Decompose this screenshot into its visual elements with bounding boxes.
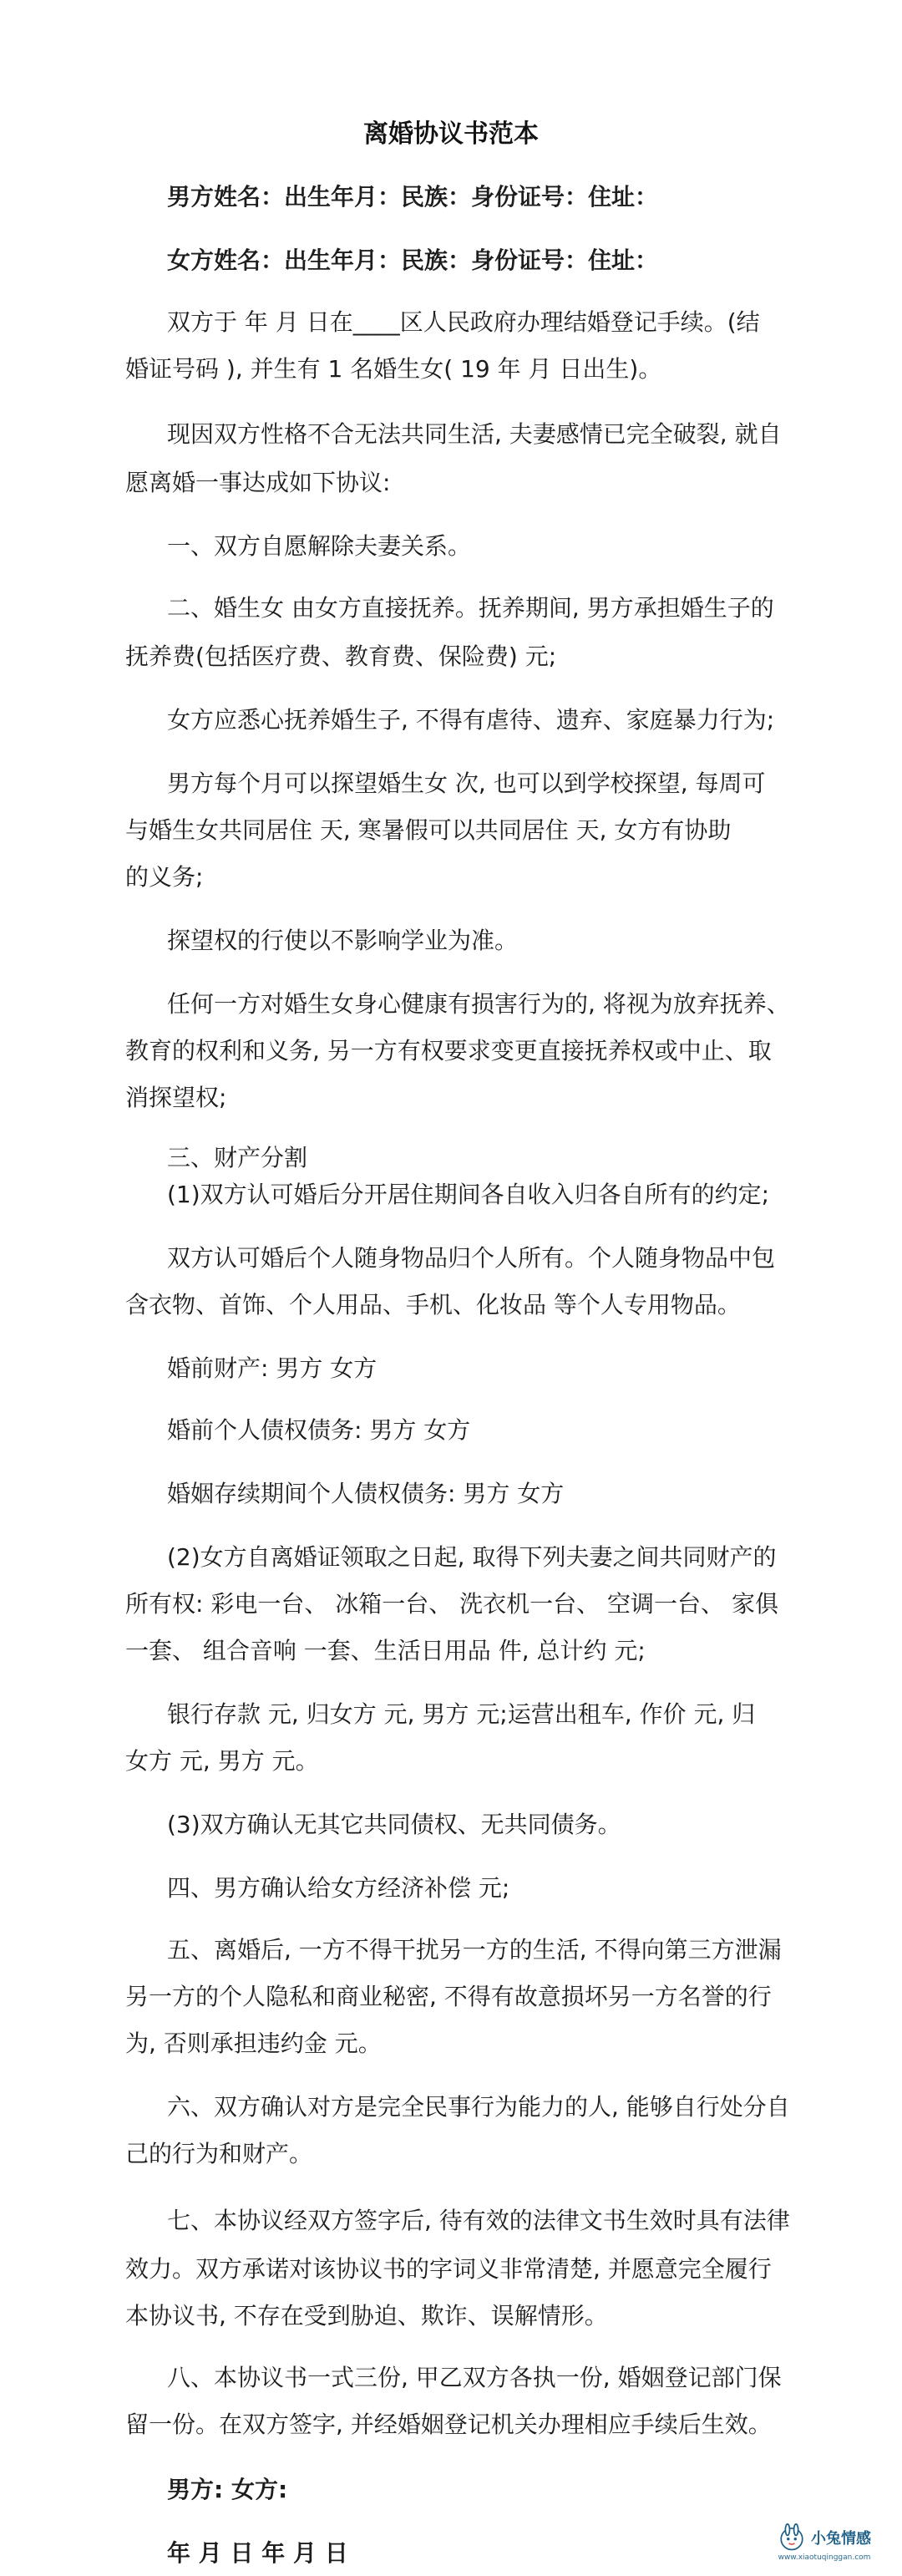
document-line: 七、本协议经双方签字后, 待有效的法律文书生效时具有法律 bbox=[167, 2207, 790, 2234]
document-line: 愿离婚一事达成如下协议: bbox=[125, 469, 391, 496]
document-line: 二、婚生女 由女方直接抚养。抚养期间, 男方承担婚生子的 bbox=[167, 594, 774, 622]
document-line: 双方于 年 月 日在____区人民政府办理结婚登记手续。(结 bbox=[167, 308, 760, 336]
document-line: (2)女方自离婚证领取之日起, 取得下列夫妻之间共同财产的 bbox=[167, 1543, 777, 1571]
document-line: 八、本协议书一式三份, 甲乙双方各执一份, 婚姻登记部门保 bbox=[167, 2364, 782, 2391]
rabbit-logo-icon bbox=[778, 2523, 806, 2552]
document-line: 婚姻存续期间个人债权债务: 男方 女方 bbox=[167, 1480, 565, 1507]
document-line: 抚养费(包括医疗费、教育费、保险费) 元; bbox=[125, 643, 557, 670]
document-line: 男方姓名：出生年月：民族：身份证号：住址： bbox=[167, 183, 659, 211]
document-line: 一、双方自愿解除夫妻关系。 bbox=[167, 532, 472, 560]
document-line: (3)双方确认无其它共同债权、无共同债务。 bbox=[167, 1811, 621, 1838]
document-line: 女方姓名：出生年月：民族：身份证号：住址： bbox=[167, 246, 659, 274]
document-line: 留一份。在双方签字, 并经婚姻登记机关办理相应手续后生效。 bbox=[125, 2411, 772, 2438]
document-line: 的义务; bbox=[125, 863, 204, 891]
document-line: 婚证号码 ), 并生有 1 名婚生女( 19 年 月 日出生)。 bbox=[125, 355, 662, 383]
document-line: 己的行为和财产。 bbox=[125, 2140, 313, 2167]
document-line: 与婚生女共同居住 天, 寒暑假可以共同居住 天, 女方有协助 bbox=[125, 816, 732, 844]
document-line: 另一方的个人隐私和商业秘密, 不得有故意损坏另一方名誉的行 bbox=[125, 1983, 772, 2010]
watermark-name: 小兔情感 bbox=[811, 2530, 871, 2548]
document-line: 四、男方确认给女方经济补偿 元; bbox=[167, 1874, 510, 1902]
document-line: 婚前个人债权债务: 男方 女方 bbox=[167, 1416, 471, 1444]
document-line: 任何一方对婚生女身心健康有损害行为的, 将视为放弃抚养、 bbox=[167, 990, 790, 1018]
document-line: 为, 否则承担违约金 元。 bbox=[125, 2030, 382, 2057]
document-line: 消探望权; bbox=[125, 1084, 227, 1111]
document-line: 女方应悉心抚养婚生子, 不得有虐待、遗弃、家庭暴力行为; bbox=[167, 706, 775, 734]
document-line: 本协议书, 不存在受到胁迫、欺诈、误解情形。 bbox=[125, 2302, 608, 2330]
document-line: 女方 元, 男方 元。 bbox=[125, 1747, 319, 1775]
document-line: 探望权的行使以不影响学业为准。 bbox=[167, 927, 519, 954]
document-line: 教育的权利和义务, 另一方有权要求变更直接抚养权或中止、取 bbox=[125, 1037, 772, 1064]
document-line: 双方认可婚后个人随身物品归个人所有。个人随身物品中包 bbox=[167, 1244, 776, 1272]
document-line: 所有权: 彩电一台、 冰箱一台、 洗衣机一台、 空调一台、 家俱 bbox=[125, 1590, 778, 1618]
document-line: 三、财产分割 bbox=[167, 1144, 308, 1171]
document-title: 离婚协议书范本 bbox=[363, 119, 539, 149]
document-line: 一套、 组合音响 一套、生活日用品 件, 总计约 元; bbox=[125, 1637, 646, 1664]
watermark-url: www.xiaotuqinggan.com bbox=[778, 2553, 871, 2562]
document-line: (1)双方认可婚后分开居住期间各自收入归各自所有的约定; bbox=[167, 1181, 770, 1208]
date-line: 年 月 日 年 月 日 bbox=[167, 2539, 348, 2567]
document-line: 五、离婚后, 一方不得干扰另一方的生活, 不得向第三方泄漏 bbox=[167, 1936, 782, 1964]
document-line: 男方每个月可以探望婚生女 次, 也可以到学校探望, 每周可 bbox=[167, 770, 766, 797]
document-line: 婚前财产: 男方 女方 bbox=[167, 1354, 378, 1382]
document-line: 现因双方性格不合无法共同生活, 夫妻感情已完全破裂, 就自 bbox=[167, 420, 782, 448]
site-watermark bbox=[762, 2519, 887, 2566]
document-line: 六、双方确认对方是完全民事行为能力的人, 能够自行处分自 bbox=[167, 2093, 790, 2121]
document-line: 效力。双方承诺对该协议书的字词义非常清楚, 并愿意完全履行 bbox=[125, 2255, 772, 2283]
signature-line: 男方: 女方: bbox=[167, 2476, 288, 2503]
document-line: 含衣物、首饰、个人用品、手机、化妆品 等个人专用物品。 bbox=[125, 1291, 741, 1318]
document-line: 银行存款 元, 归女方 元, 男方 元;运营出租车, 作价 元, 归 bbox=[167, 1700, 756, 1728]
